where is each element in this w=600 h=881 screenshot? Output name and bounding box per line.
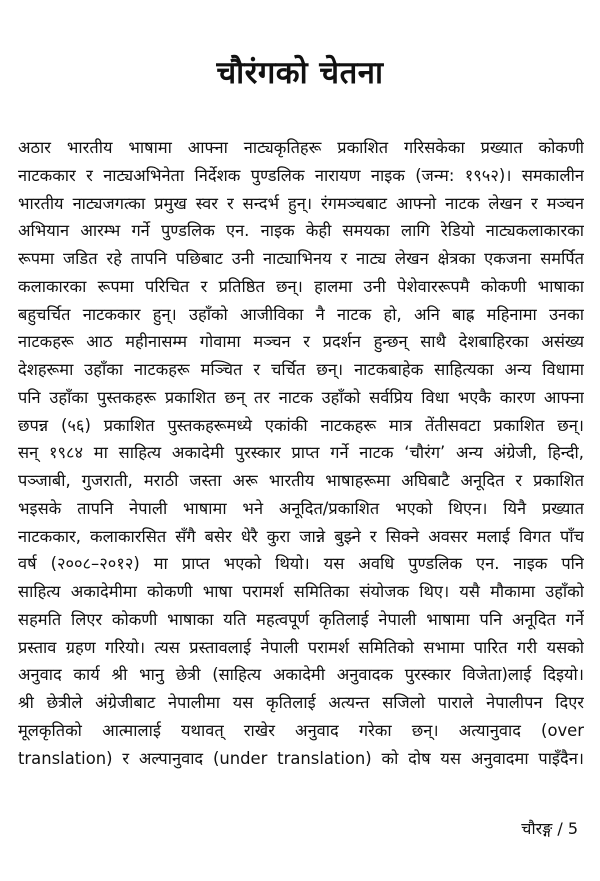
paragraph-line: बहुचर्चित नाटककार हुन्। उहाँको आजीविका नै नाटक हो, अनि बाह्र महिनामा उनका — [18, 304, 584, 324]
body-paragraph — [18, 134, 584, 772]
paragraph-line: translation) र अल्पानुवाद (under translation) को दोष यस अनुवादमा पाइँदैन। — [18, 748, 584, 768]
paragraph-line: देशहरूमा उहाँका नाटकहरू मञ्चित र चर्चित छन्। नाटकबाहेक साहित्यका अन्य विधामा — [18, 360, 584, 379]
page-footer: चौरङ्ग / 5 — [521, 819, 578, 838]
paragraph-line: पनि उहाँका पुस्तकहरू प्रकाशित छन् तर नाटक उहाँको सर्वप्रिय विधा भएकै कारण आफ्ना — [18, 387, 584, 407]
paragraph-line: भइसके तापनि नेपाली भाषामा भने अनूदित/प्रकाशित भएको थिएन। यिनै प्रख्यात — [18, 498, 584, 518]
paragraph-line: वर्ष (२००८–२०१२) मा प्राप्त भएको थियो। यस अवधि पुण्डलिक एन. नाइक पनि — [18, 554, 584, 574]
paragraph-line: सहमति लिएर कोकणी भाषाका यति महत्वपूर्ण कृतिलाई नेपाली भाषामा पनि अनूदित गर्ने — [18, 609, 584, 629]
paragraph-line: श्री छेत्रीले अंग्रेजीबाट नेपालीमा यस कृतिलाई अत्यन्त सजिलो पाराले नेपालीपन दिएर — [18, 693, 584, 712]
paragraph-line: प्रस्ताव ग्रहण गरियो। त्यस प्रस्तावलाई नेपाली परामर्श समितिको सभामा पारित गरी यसको — [18, 637, 584, 657]
paragraph-line: नाटकहरू आठ महीनासम्म गोवामा मञ्चन र प्रदर्शन हुन्छन् साथै देशबाहिरका असंख्य — [18, 332, 584, 352]
paragraph-line: नाटककार र नाट्यअभिनेता निर्देशक पुण्डलिक नारायण नाइक (जन्म: १९५२)। समकालीन — [18, 165, 584, 185]
paragraph-line: पञ्जाबी, गुजराती, मराठी जस्ता अरू भारतीय भाषाहरूमा अघिबाटै अनूदित र प्रकाशित — [18, 471, 584, 490]
paragraph-line: कलाकारका रूपमा परिचित र प्रतिष्ठित छन्। हालमा उनी पेशेवाररूपमै कोकणी भाषाका — [18, 276, 584, 296]
paragraph-line: छपन्न (५६) प्रकाशित पुस्तकहरूमध्ये एकांकी नाटकहरू मात्र तेंतीसवटा प्रकाशित छन्। — [18, 415, 584, 435]
paragraph-line: अभियान आरम्भ गर्ने पुण्डलिक एन. नाइक केही समयका लागि रेडियो नाट्यकलाकारका — [18, 221, 584, 241]
page-title: चौरंगको चेतना — [216, 54, 384, 91]
paragraph-line: मूलकृतिको आत्मालाई यथावत् राखेर अनुवाद गरेका छन्। अत्यानुवाद (over — [18, 720, 584, 740]
paragraph-line: अनुवाद कार्य श्री भानु छेत्री (साहित्य अकादेमी अनुवादक पुरस्कार विजेता)लाई दिइयो। — [18, 665, 584, 685]
paragraph-line: रूपमा जडित रहे तापनि पछिबाट उनी नाट्याभिनय र नाट्य लेखन क्षेत्रका एकजना समर्पित — [18, 249, 584, 268]
paragraph-line: भारतीय नाट्यजगत्का प्रमुख स्वर र सन्दर्भ हुन्। रंगमञ्चबाट आफ्नो नाटक लेखन र मञ्चन — [18, 193, 584, 213]
paragraph-line: साहित्य अकादेमीमा कोकणी भाषा परामर्श समितिका संयोजक थिए। यसै मौकामा उहाँको — [18, 582, 584, 601]
paragraph-line: अठार भारतीय भाषामा आफ्ना नाट्यकृतिहरू प्रकाशित गरिसकेका प्रख्यात कोकणी — [18, 138, 584, 157]
paragraph-line: नाटककार, कलाकारसित सँगै बसेर धेरै कुरा जान्ने बुझ्ने र सिक्ने अवसर मलाई विगत पाँच — [18, 526, 584, 546]
paragraph-line: सन् १९८४ मा साहित्य अकादेमी पुरस्कार प्राप्त गर्ने नाटक ‘चौरंग’ अन्य अंग्रेजी, हिन्दी, — [18, 443, 584, 463]
